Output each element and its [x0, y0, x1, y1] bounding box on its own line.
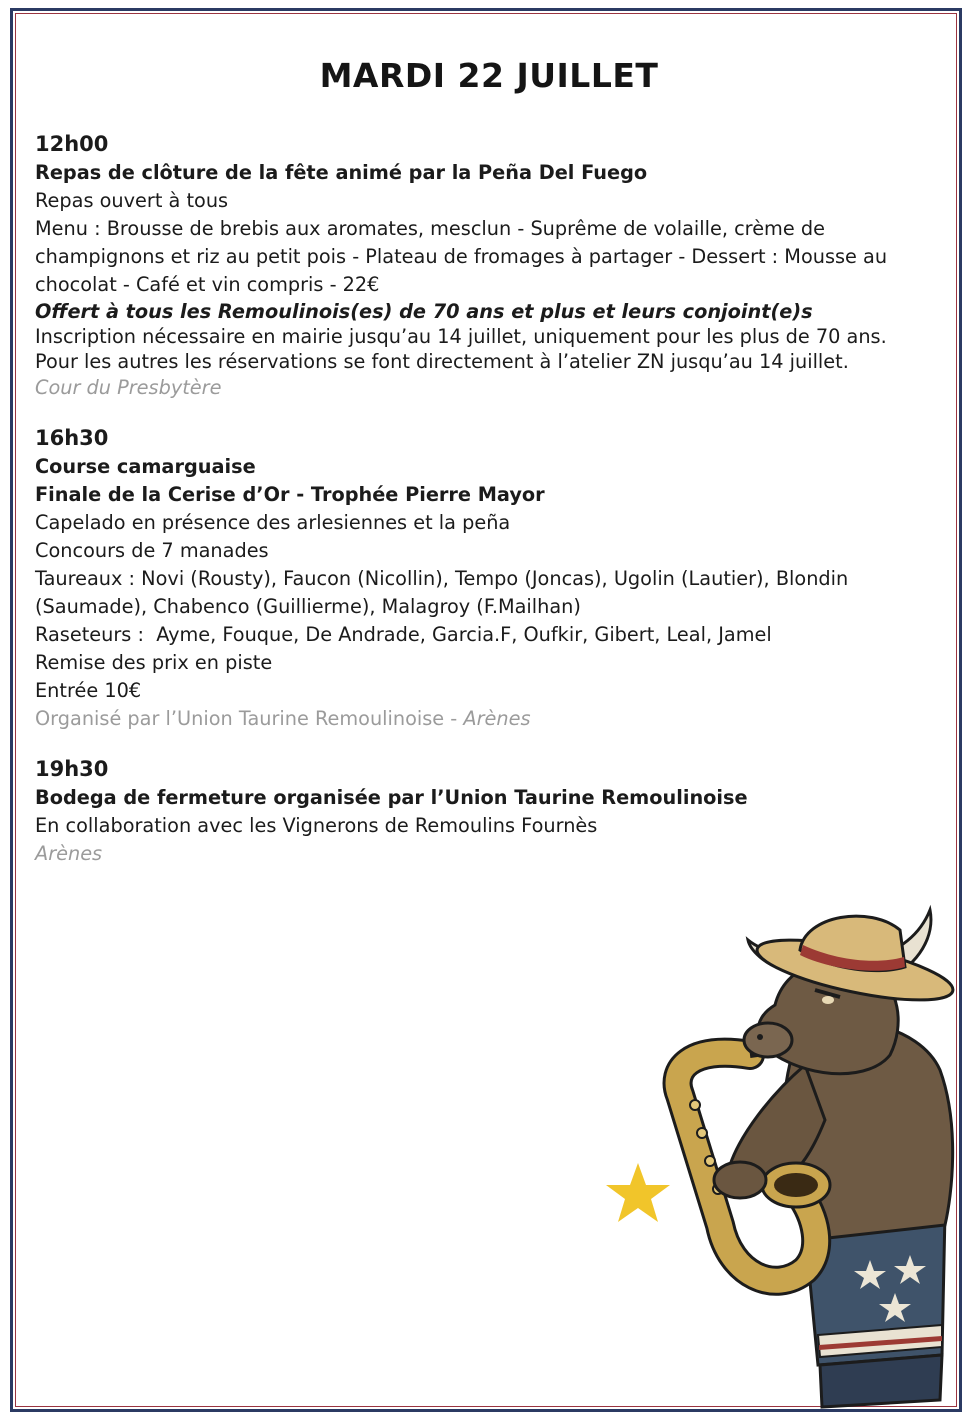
event-subheading: Finale de la Cerise d’Or - Trophée Pierre Mayor: [35, 483, 545, 506]
bull-saxophone-illustration: [600, 895, 965, 1415]
bull-hand: [714, 1162, 766, 1198]
event-line: En collaboration avec les Vignerons de Remoulins Fournès: [35, 814, 598, 837]
event-bulls: Taureaux : Novi (Rousty), Faucon (Nicollin), Tempo (Joncas), Ugolin (Lautier), Blondin (Saumade), Chabenco (Guillierme), Malagroy (F.Mailhan): [35, 567, 849, 618]
program-content: [35, 130, 947, 868]
star-icon: [606, 1163, 670, 1222]
event-12h00: [35, 130, 947, 402]
event-organizer-line: [35, 705, 947, 733]
event-time: 16h30: [35, 426, 109, 450]
event-16h30: [35, 424, 947, 733]
event-19h30: [35, 755, 947, 868]
event-venue: Cour du Presbytère: [35, 376, 222, 399]
event-time: 19h30: [35, 757, 109, 781]
event-price: Entrée 10€: [35, 679, 142, 702]
event-line: Repas ouvert à tous: [35, 189, 229, 212]
event-heading: Bodega de fermeture organisée par l’Union Taurine Remoulinoise: [35, 786, 748, 809]
event-line: Concours de 7 manades: [35, 539, 269, 562]
event-heading: Course camarguaise: [35, 455, 256, 478]
event-note: Pour les autres les réservations se font directement à l’atelier ZN jusqu’au 14 juillet.: [35, 350, 849, 373]
event-venue: Arènes: [463, 707, 531, 730]
event-note: Inscription nécessaire en mairie jusqu’au 14 juillet, uniquement pour les plus de 70 ans.: [35, 325, 887, 348]
event-line: Remise des prix en piste: [35, 651, 273, 674]
event-heading: Repas de clôture de la fête animé par la Peña Del Fuego: [35, 161, 648, 184]
event-organizer: Organisé par l’Union Taurine Remoulinoise -: [35, 707, 464, 730]
event-venue: Arènes: [35, 842, 103, 865]
page-title: MARDI 22 JUILLET: [319, 56, 659, 95]
event-raseteurs: Raseteurs : Ayme, Fouque, De Andrade, Garcia.F, Oufkir, Gibert, Leal, Jamel: [35, 623, 772, 646]
event-line: Capelado en présence des arlesiennes et la peña: [35, 511, 511, 534]
event-menu: Menu : Brousse de brebis aux aromates, mesclun - Suprême de volaille, crème de champignons et riz au petit pois - Plateau de fromages à partager - Dessert : Mousse au chocolat - Café et vin compris - 22€: [35, 217, 888, 296]
event-highlight: Offert à tous les Remoulinois(es) de 70 ans et plus et leurs conjoint(e)s: [35, 300, 813, 323]
event-time: 12h00: [35, 132, 109, 156]
